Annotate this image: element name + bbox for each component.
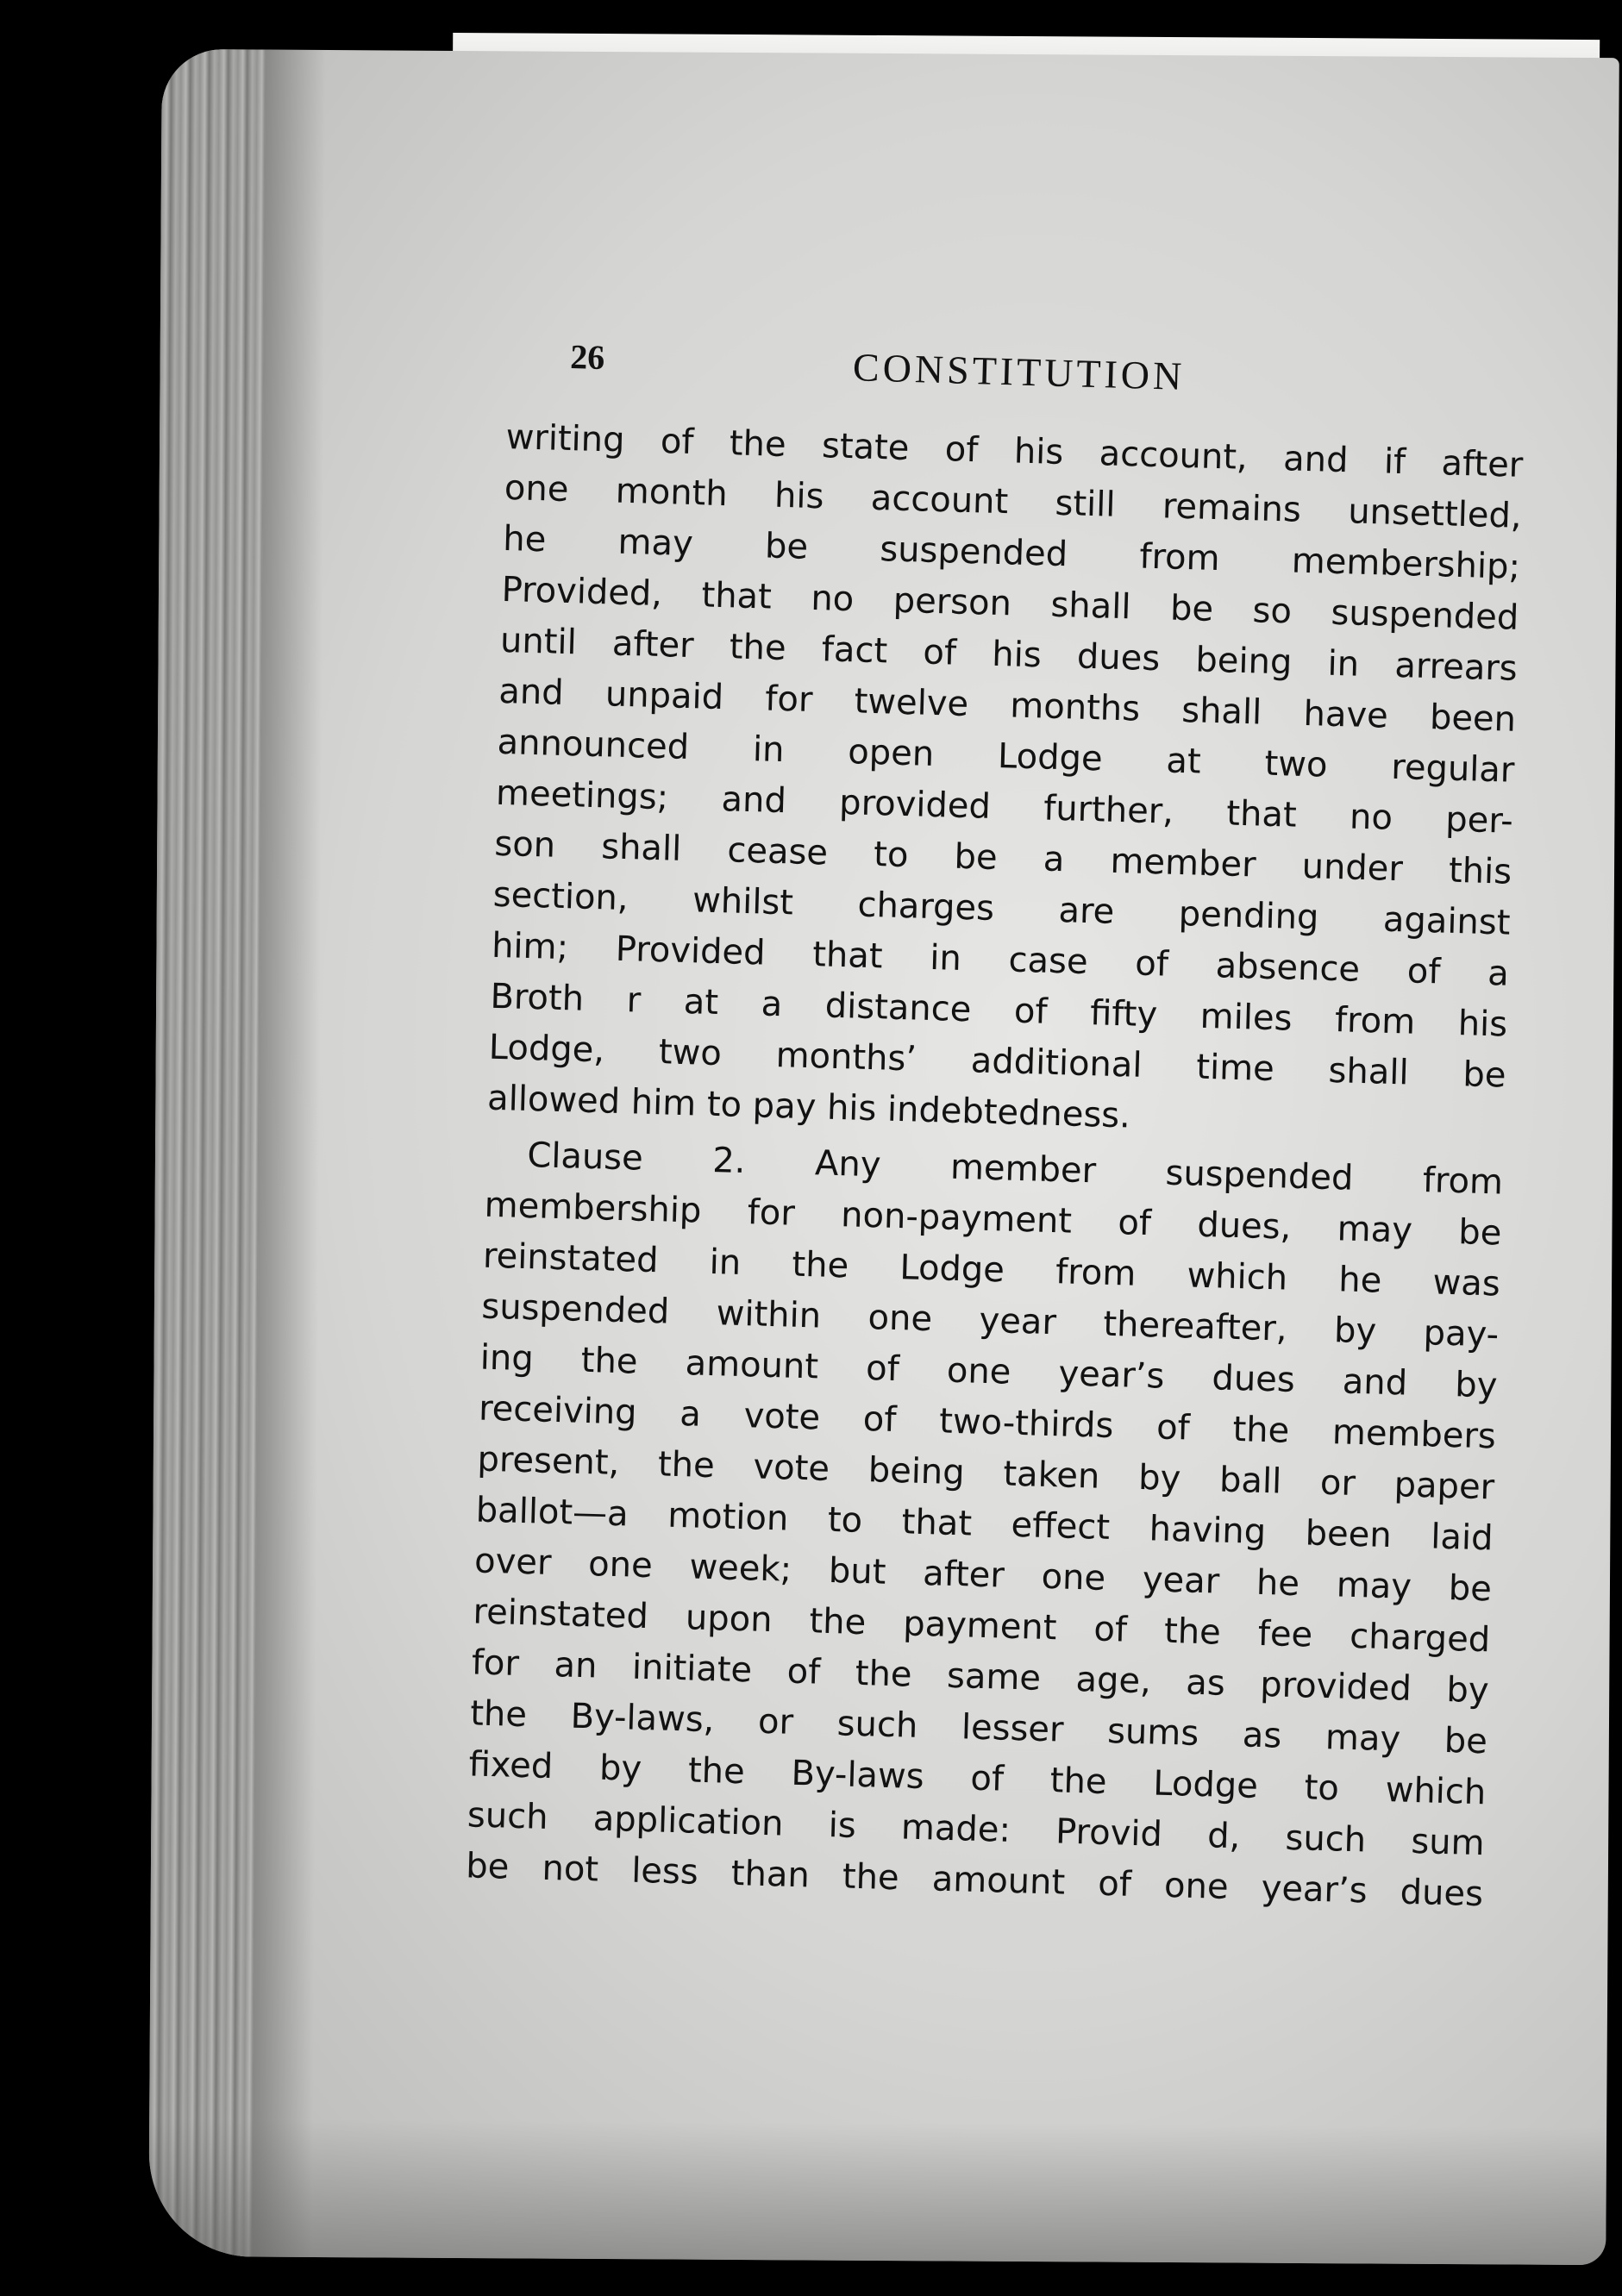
text-line: announced in open Lodge at two regular: [497, 722, 1515, 791]
binding-shadow: [252, 50, 326, 2257]
text-line: suspended within one year thereafter, by pay-: [480, 1286, 1500, 1355]
text-line: Broth r at a distance of fifty miles from his: [489, 976, 1508, 1045]
text-block: [466, 335, 1526, 1920]
page-bottom-shade: [148, 2118, 1606, 2265]
text-line: Clause 2. Any member suspended from: [526, 1135, 1504, 1203]
text-line: fixed by the By-laws of the Lodge to which: [468, 1744, 1487, 1813]
text-line: allowed him to pay his indebtedness.: [486, 1078, 1131, 1136]
text-line: Lodge, two months’ additional time shall be: [488, 1027, 1507, 1096]
text-line: until after the fact of his dues being in arrears: [499, 620, 1519, 689]
text-line: reinstated upon the payment of the fee charged: [472, 1592, 1491, 1661]
text-line: section, whilst charges are pending against: [492, 874, 1512, 943]
text-line: Provided, that no person shall be so suspended: [501, 569, 1519, 638]
text-line: reinstated in the Lodge from which he was: [482, 1236, 1501, 1304]
text-line: receiving a vote of two-thirds of the members: [478, 1388, 1497, 1457]
text-line: and unpaid for twelve months shall have been: [498, 671, 1517, 740]
text-line: son shall cease to be a member under this: [493, 823, 1512, 892]
body-text: [466, 412, 1524, 1920]
text-line: over one week; but after one year he may be: [473, 1541, 1493, 1610]
text-line: one month his account still remains unsettled,: [504, 467, 1523, 536]
paragraph-2: [466, 1129, 1504, 1921]
text-line: such application is made: Provid d, such sum: [467, 1795, 1486, 1864]
page-number: 26: [569, 337, 605, 378]
text-line: him; Provided that in case of absence of a: [491, 925, 1510, 994]
text-line: the By-laws, or such lesser sums as may be: [469, 1693, 1488, 1762]
text-line: ing the amount of one year’s dues and by: [479, 1337, 1499, 1406]
running-title: CONSTITUTION: [852, 345, 1186, 398]
text-line: be not less than the amount of one year’s dues: [465, 1846, 1484, 1915]
text-line: present, the vote being taken by ball or paper: [476, 1439, 1495, 1508]
text-line: for an initiate of the same age, as provided by: [471, 1642, 1490, 1711]
text-line: meetings; and provided further, that no per-: [495, 773, 1514, 841]
text-line: ballot—a motion to that effect having been laid: [475, 1490, 1494, 1559]
paragraph-1: [486, 412, 1524, 1153]
text-line: writing of the state of his account, and if after: [505, 416, 1524, 485]
page-binding-edge: [148, 49, 266, 2257]
text-line: membership for non-payment of dues, may be: [484, 1185, 1502, 1254]
text-line: he may be suspended from membership;: [502, 518, 1521, 587]
